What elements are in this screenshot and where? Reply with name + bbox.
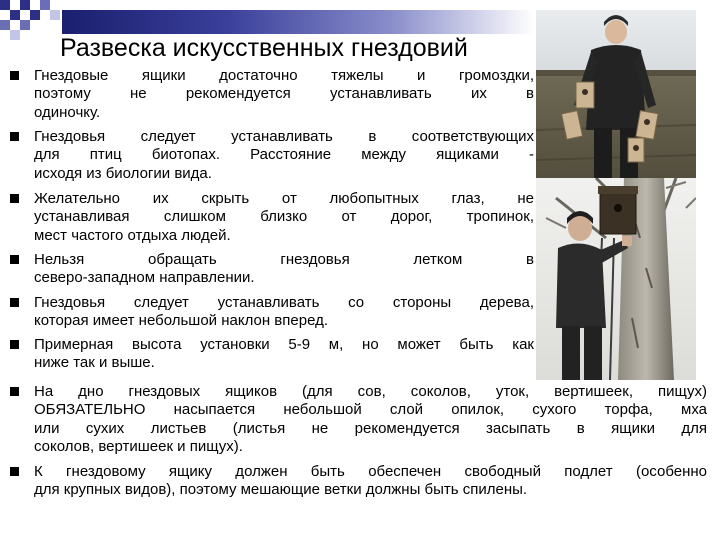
bullet-line: Примерная высота установки 5-9 м, но может быть как <box>34 336 534 353</box>
bullet-line: Гнездовья следует устанавливать со стороны дерева, <box>34 294 534 311</box>
bullet-square-icon <box>10 194 19 203</box>
bullet-square-icon <box>10 467 19 476</box>
slide-title: Развеска искусственных гнездовий <box>60 34 468 62</box>
bullet-line: которая имеет небольшой наклон вперед. <box>34 312 329 330</box>
photo-man-carrying-nest-boxes <box>536 10 696 202</box>
bullet-line: Гнездовые ящики достаточно тяжелы и громоздки, <box>34 67 534 84</box>
bullet-line: ниже так и выше. <box>34 354 155 372</box>
bullet-line: К гнездовому ящику должен быть обеспечен свободный подлет (особенно <box>34 463 707 480</box>
bullet-line: устанавливая слишком близко от дорог, тропинок, <box>34 208 534 226</box>
bullet-square-icon <box>10 71 19 80</box>
bullet-line: одиночку. <box>34 103 101 121</box>
bullet-line: На дно гнездовых ящиков (для сов, соколов, уток, вертишеек, пищух) <box>34 383 707 400</box>
bullet-line: Нельзя обращать гнездовья летком в <box>34 251 534 268</box>
bullet-line: поэтому не рекомендуется устанавливать их в <box>34 85 534 103</box>
bullet-line: северо-западном направлении. <box>34 269 255 287</box>
bullet-line: мест частого отдыха людей. <box>34 226 231 244</box>
bullet-line: исходя из биологии вида. <box>34 164 212 182</box>
bullet-square-icon <box>10 132 19 141</box>
bullet-line: или сухих листьев (листья не рекомендуется засыпать в ящики для <box>34 419 707 437</box>
bullet-line: Гнездовья следует устанавливать в соответствующих <box>34 128 534 145</box>
bullet-line: Желательно их скрыть от любопытных глаз, не <box>34 190 534 207</box>
bullet-line: для птиц биотопах. Расстояние между ящиками - <box>34 146 534 164</box>
bullet-square-icon <box>10 340 19 349</box>
corner-checker-decoration <box>0 0 60 40</box>
bullet-line: для крупных видов), поэтому мешающие ветки должны быть спилены. <box>34 481 528 499</box>
bullet-line: соколов, вертишеек и пищух). <box>34 437 243 455</box>
photo-man-mounting-nest-box-on-tree <box>536 178 696 380</box>
bullet-square-icon <box>10 387 19 396</box>
bullet-square-icon <box>10 255 19 264</box>
title-gradient-band <box>62 10 534 34</box>
bullet-line: ОБЯЗАТЕЛЬНО насыпается небольшой слой опилок, сухого торфа, мха <box>34 401 707 419</box>
bullet-square-icon <box>10 298 19 307</box>
